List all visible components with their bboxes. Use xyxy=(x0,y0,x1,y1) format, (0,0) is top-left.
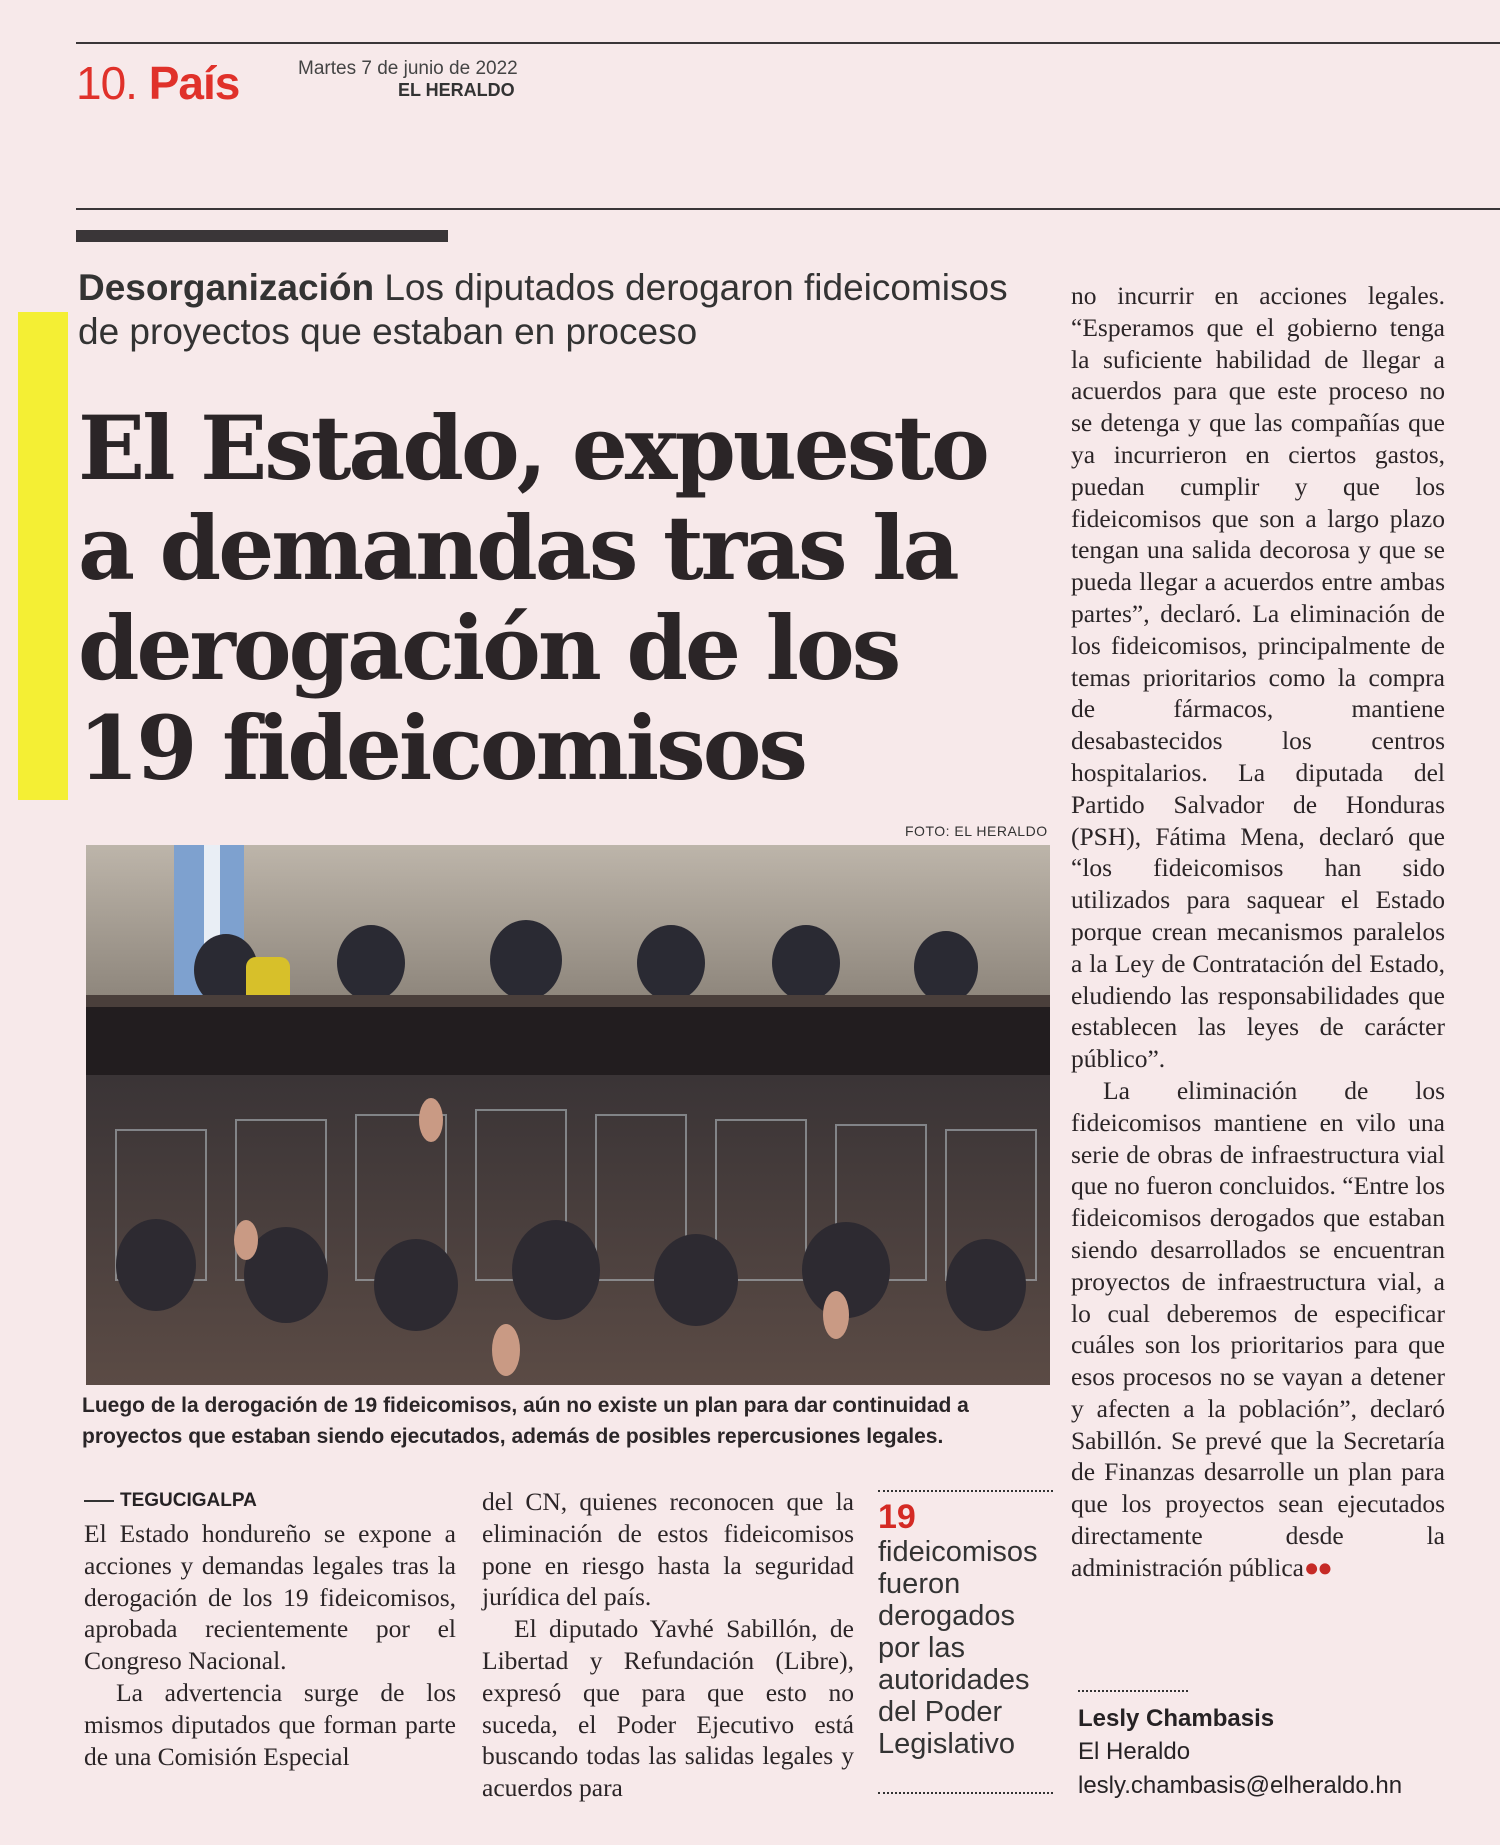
paragraph: no incurrir en acciones legales. “Esperamos que el gobierno tenga la suficiente habilidad de llegar a acuerdos para que este proceso no se detenga y que las compañías que ya incurrieron en ciertos gastos, puedan cumplir y que los fideicomisos que son a largo plazo tengan una salida decorosa y que se pueda llegar a acuerdos entre ambas partes”, declaró. La eliminación de los fideicomisos, principalmente de temas prioritarios como la compra de fármacos, mantiene desabastecidos los centros hospitalarios. La diputada del Partido Salvador de Honduras (PSH), Fátima Mena, declaró que “los fideicomisos han sido utilizados para saquear el Estado porque crean mecanismos paralelos a la Ley de Contratación del Estado, eludiendo las responsabilidades que establecen las leyes de carácter público”. xyxy=(1071,281,1445,1074)
paragraph: La advertencia surge de los mismos diputados que forman parte de una Comisión Especial xyxy=(84,1677,456,1771)
section-bar xyxy=(76,230,448,242)
factbox-text: fideicomisos fueron derogados por las autoridades del Poder Legislativo xyxy=(878,1536,1038,1760)
paragraph: El diputado Yavhé Sabillón, de Libertad y Refundación (Libre), expresó que para que esto no suceda, el Poder Ejecutivo está buscando todas las salidas legales y acuerdos para xyxy=(482,1614,854,1803)
top-rule xyxy=(76,42,1500,44)
header-rule xyxy=(76,208,1500,210)
body-column-4 xyxy=(1071,280,1445,1584)
highlighter-mark xyxy=(18,312,68,800)
author-email: lesly.chambasis@elheraldo.hn xyxy=(1078,1772,1403,1799)
issue-date: Martes 7 de junio de 2022 xyxy=(298,58,518,79)
byline-rule xyxy=(1078,1690,1188,1692)
dateline: TEGUCIGALPA xyxy=(84,1490,257,1512)
paragraph-text: La eliminación de los fideicomisos mantiene en vilo una serie de obras de infraestructura vial que no fueron concluidos. “Entre los fideicomisos derogados que estaban siendo desarrollados se encuentran proyectos de infraestructura vial, a lo cual deberemos de especificar cuáles son los prioritarios para que esos procesos no se vayan a detener y afecten a la población”, declaró Sabillón. Se prevé que la Secretaría de Finanzas desarrolle un plan para que los proyectos sean ejecutados directamente desde la administración pública xyxy=(1071,1075,1445,1582)
paragraph: del CN, quienes reconocen que la eliminación de estos fideicomisos pone en riesgo hasta la seguridad jurídica del país. xyxy=(482,1487,854,1612)
body-column-1 xyxy=(84,1518,456,1772)
factbox-number: 19 xyxy=(878,1498,916,1536)
paragraph xyxy=(1071,1075,1445,1584)
body-column-2 xyxy=(482,1486,854,1804)
page-header xyxy=(76,56,239,110)
kicker xyxy=(78,266,1008,354)
headline: El Estado, expuesto a demandas tras la derogación de los 19 fideicomisos xyxy=(78,396,987,800)
paragraph: El Estado hondureño se expone a acciones y demandas legales tras la derogación de los 19 fideicomisos, aprobada recientemente por el Congreso Nacional. xyxy=(84,1519,456,1676)
photo-caption: Luego de la derogación de 19 fideicomisos, aún no existe un plan para dar continuidad a proyectos que estaban siendo ejecutados, además de posibles repercusiones legales. xyxy=(82,1394,969,1448)
page-number: 10. xyxy=(76,57,137,109)
kicker-label: Desorganización xyxy=(78,267,375,308)
author-org: El Heraldo xyxy=(1078,1738,1191,1765)
factbox-bottom-rule xyxy=(878,1792,1053,1794)
publication-name: EL HERALDO xyxy=(398,80,515,100)
author-name: Lesly Chambasis xyxy=(1078,1705,1275,1732)
section-name: País xyxy=(148,57,240,109)
end-mark-icon: ●● xyxy=(1303,1552,1331,1582)
article-photo xyxy=(86,845,1050,1385)
photo-credit: FOTO: EL HERALDO xyxy=(905,823,1048,839)
factbox xyxy=(878,1490,1053,1760)
kicker-text: Los diputados derogaron fideicomisos de proyectos que estaban en proceso xyxy=(78,267,1008,352)
